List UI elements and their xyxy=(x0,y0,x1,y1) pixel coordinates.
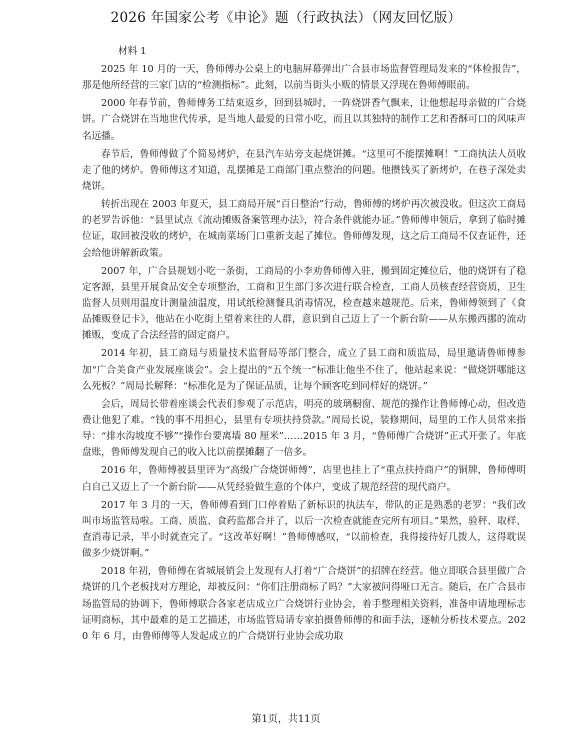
paragraph: 2000 年春节前，鲁师傅务工结束返乡，回到县城时，一阵烧饼香气飘来，让他想起母亲做的广合烧饼。广合烧饼在当地世代传承，是当地人最爱的日常小吃，而且以其独特的制作工艺和香酥可口的风味声名远播。 xyxy=(82,98,526,142)
document-title: 2026 年国家公考《申论》题（行政执法）（网友回忆版） xyxy=(110,10,462,26)
paragraph: 2017 年 3 月的一天，鲁师傅看到门口停着贴了新标识的执法车，带队的正是熟悉的老罗：“我们改叫市场监管局啦。工商、质监、食药监都合并了，以后一次检查就能查完所有项目。”果然，验秤、取样、查消毒记录，半小时就查完了。“这改革好啊！”鲁师傅感叹，“以前检查，我得接待好几拨人，这得耽误做多少烧饼啊。” xyxy=(82,499,526,560)
paragraph: 2014 年初，县工商局与质量技术监督局等部门整合，成立了县工商和质监局，局里邀请鲁师傅参加“广合美食产业发展座谈会”。会上提出的“五个统一”标准让他坐不住了，他站起来说：“做烧饼哪能这么死板？”周局长解释：“标准化是为了保证品质，让每个顾客吃到同样好的烧饼。” xyxy=(82,348,526,392)
paragraph: 转折出现在 2003 年夏天，县工商局开展“百日整治”行动，鲁师傅的烤炉再次被没收。但这次工商局的老罗告诉他：“县里试点《流动摊贩备案管理办法》，符合条件就能办证。”鲁师傅申领后，拿到了临时摊位证，取回被没收的烤炉，在城南菜场门口重新支起了摊位。鲁师傅发现，这之后工商局不仅查证件，还会给他讲解新政策。 xyxy=(82,199,526,259)
paragraph: 会后，周局长带着座谈会代表们参观了示范店，明亮的玻璃橱窗、规范的操作让鲁师傅心动，但改造费让他犯了难。“钱的事不用担心，县里有专项扶持贷款。”周局长说，装修期间，局里的工作人员常来指导：“排水沟坡度不够”“操作台要离墙 80 厘米”……2015 年 3 月，“鲁师傅广合烧饼”正式开张了。年底盘账，鲁师傅发现自己的收入比以前摆摊翻了一倍多。 xyxy=(82,398,526,459)
page-number-footer: 第1页，共11页 xyxy=(251,714,321,725)
document-body xyxy=(82,44,526,647)
section-label: 材料 1 xyxy=(118,46,147,57)
paragraph: 2025 年 10 月的一天，鲁师傅办公桌上的电脑屏幕弹出广合县市场监督管理局发来的“体检报告”，那是他所经营的三家门店的“检测指标”。此刻，以前当街头小贩的情景又浮现在鲁师傅眼前。 xyxy=(82,64,526,92)
paragraph: 2018 年初，鲁师傅在省城展销会上发现有人打着“广合烧饼”的招牌在经营。他立即联合县里做广合烧饼的几个老板找对方理论，却被反问：“你们注册商标了吗？”大家被问得哑口无言。随后，在广合县市场监管局的协调下，鲁师傅联合各家老店成立广合烧饼行业协会，着手整理相关资料，准备申请地理标志证明商标，其中最难的是工艺描述，市场监管局请专家拍摄鲁师傅的和面手法，逐帧分析技术要点。2020 年 6 月，由鲁师傅等人发起成立的广合烧饼行业协会成功取 xyxy=(82,566,526,643)
paragraph: 2016 年，鲁师傅被县里评为“高级广合烧饼师傅”，店里也挂上了“重点扶持商户”的铜牌，鲁师傅明白自己又迈上了一个新台阶——从凭经验做生意的个体户，变成了规范经营的现代商户。 xyxy=(82,465,526,493)
paragraph: 2007 年，广合县规划小吃一条街，工商局的小李劝鲁师傅入驻，搬到固定摊位后，他的烧饼有了稳定客源，县里开展食品安全专项整治，工商和卫生部门多次进行联合检查，工商人员核查经营资质，卫生监督人员则用温度计测量油温度，用试纸检测餐具消毒情况，检查越来越规范。后来，鲁师傅领到了《食品摊贩登记卡》，他站在小吃街上望着来往的人群，意识到自己迈上了一个新台阶——从东搬西挪的流动摊贩，变成了合法经营的固定商户。 xyxy=(82,265,526,342)
paragraph: 春节后，鲁师傅做了个简易烤炉，在县汽车站旁支起烧饼摊。“这里可不能摆摊啊！”工商执法人员收走了他的烤炉。鲁师傅这才知道，乱摆摊是工商部门重点整治的问题。他攒钱买了新烤炉，在巷子深处卖烧饼。 xyxy=(82,148,526,193)
